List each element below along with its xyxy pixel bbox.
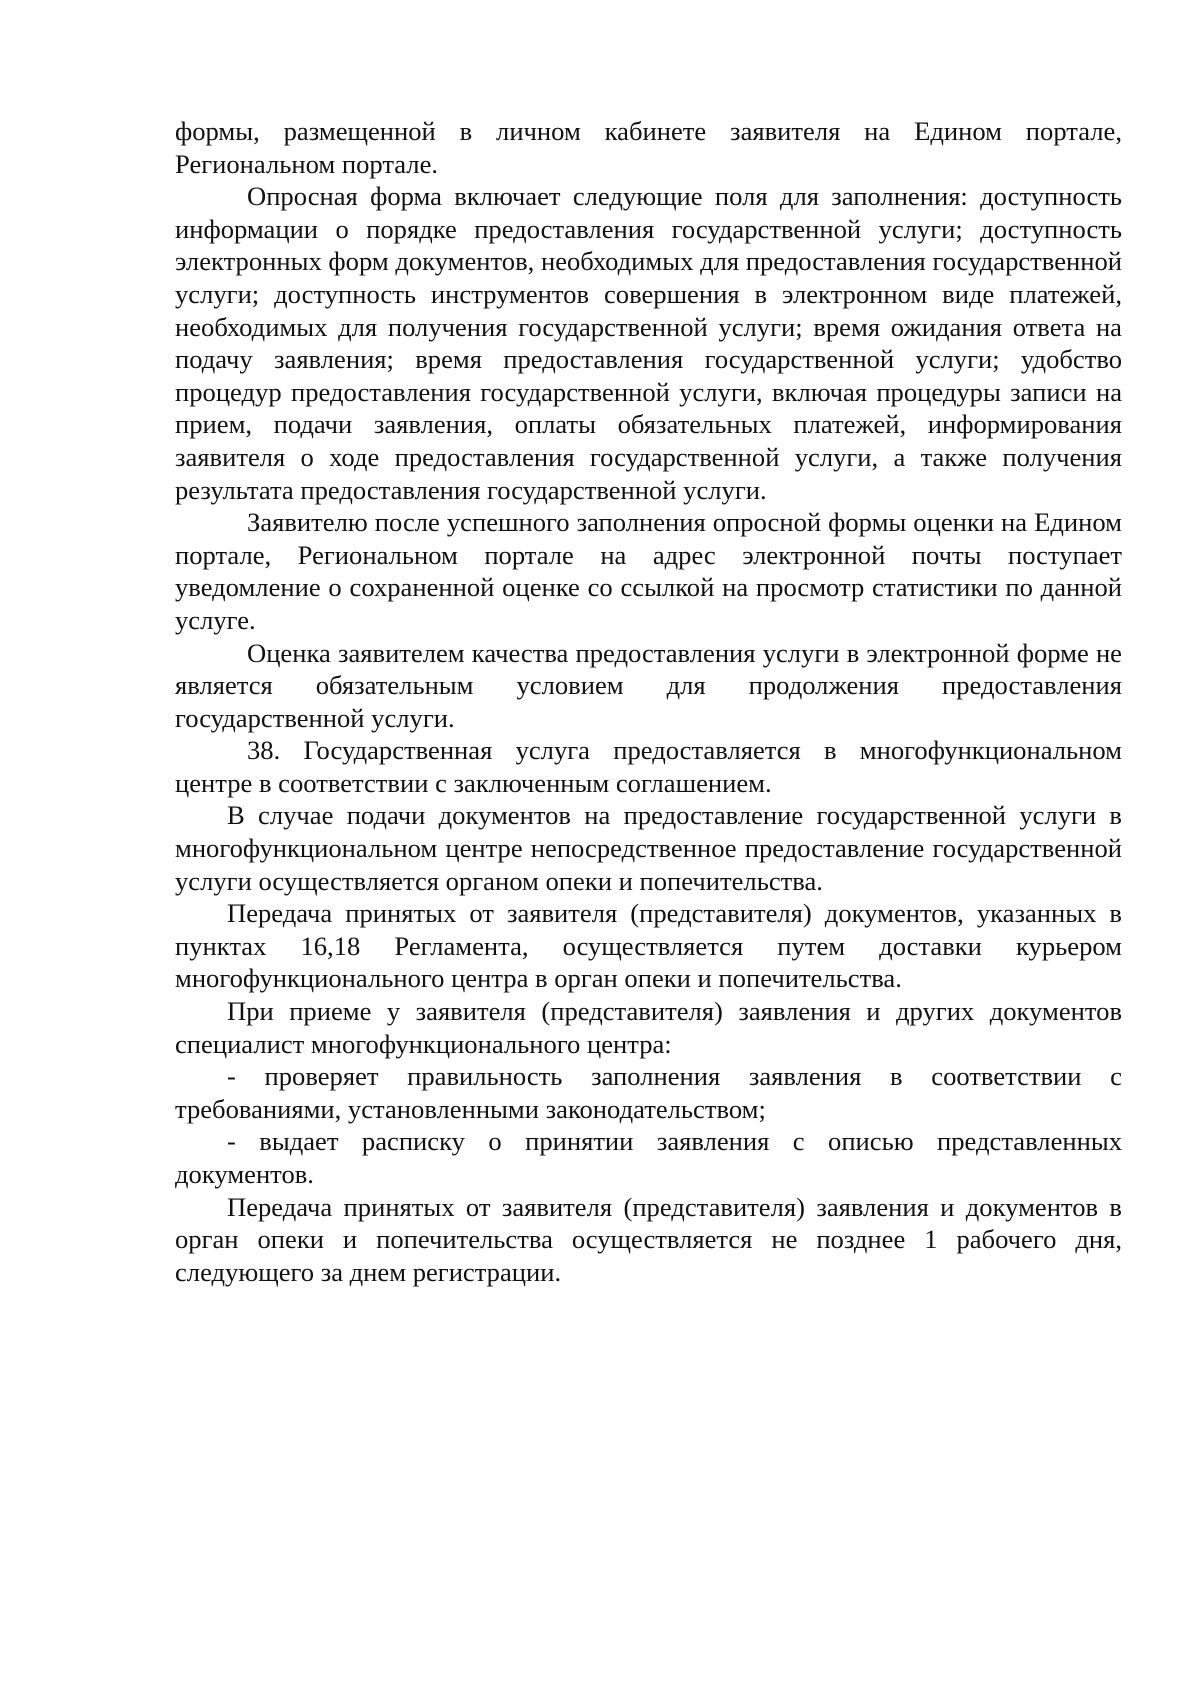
paragraph-specialist-intro: При приеме у заявителя (представителя) заявления и других документов специалист многофункционального центра: xyxy=(175,996,1122,1059)
document-page xyxy=(175,115,1122,1288)
list-item-issue-receipt: - выдает расписку о принятии заявления с описью представленных документов. xyxy=(175,1126,1122,1189)
paragraph-survey-fields: Опросная форма включает следующие поля для заполнения: доступность информации о порядке предоставления государственной услуги; доступность электронных форм документов, необходимых для предоставления государственной услуги; доступность инструментов совершения в электронном виде платежей, необходимых для получения государственной услуги; время ожидания ответа на подачу заявления; время предоставления государственной услуги; удобство процедур предоставления государственной услуги, включая процедуры записи на прием, подачи заявления, оплаты обязательных платежей, информирования заявителя о ходе предоставления государственной услуги, а также получения результата предоставления государственной услуги. xyxy=(175,181,1122,505)
paragraph-item-38: 38. Государственная услуга предоставляется в многофункциональном центре в соответствии с заключенным соглашением. xyxy=(175,735,1122,798)
paragraph-optional-rating: Оценка заявителем качества предоставления услуги в электронной форме не является обязательным условием для продолжения предоставления государственной услуги. xyxy=(175,637,1122,733)
paragraph-notification: Заявителю после успешного заполнения опросной формы оценки на Едином портале, Региональном портале на адрес электронной почты поступает уведомление о сохраненной оценке со ссылкой на просмотр статистики по данной услуге. xyxy=(175,507,1122,635)
paragraph-document-transfer: Передача принятых от заявителя (представителя) документов, указанных в пунктах 16,18 Регламента, осуществляется путем доставки курьером многофункционального центра в орган опеки и попечительства. xyxy=(175,898,1122,994)
list-item-check-application: - проверяет правильность заполнения заявления в соответствии с требованиями, установленными законодательством; xyxy=(175,1061,1122,1124)
paragraph-continuation: формы, размещенной в личном кабинете заявителя на Едином портале, Региональном портале. xyxy=(175,116,1122,179)
paragraph-mfc-submission: В случае подачи документов на предоставление государственной услуги в многофункциональном центре непосредственное предоставление государственной услуги осуществляется органом опеки и попечительства. xyxy=(175,800,1122,896)
paragraph-transfer-deadline: Передача принятых от заявителя (представителя) заявления и документов в орган опеки и попечительства осуществляется не позднее 1 рабочего дня, следующего за днем регистрации. xyxy=(175,1191,1122,1287)
